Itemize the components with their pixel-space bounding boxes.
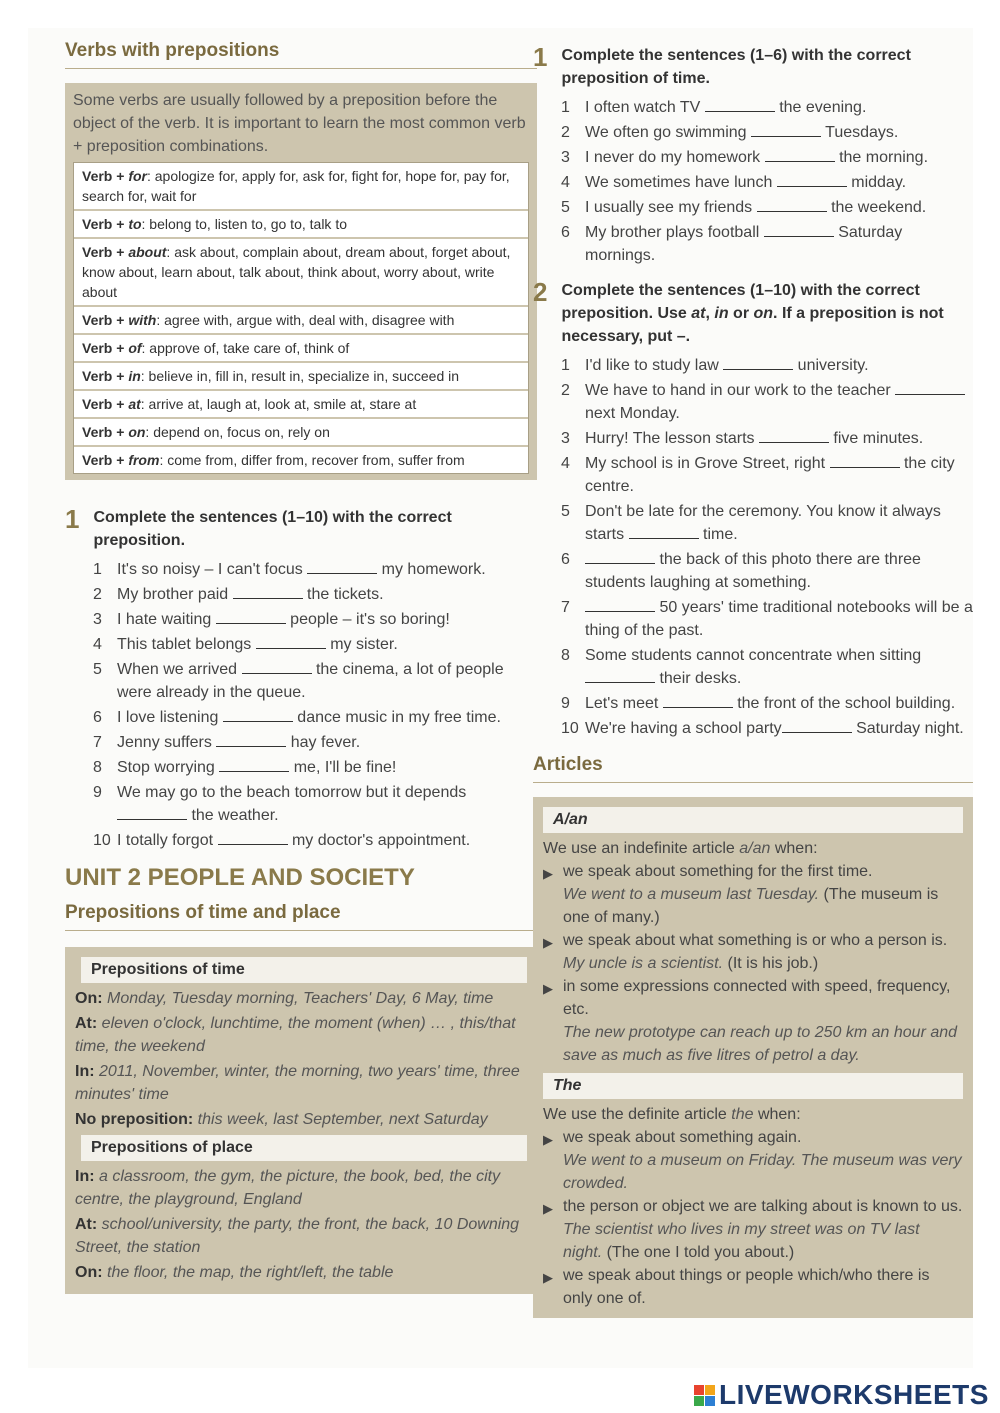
preposition-examples: a classroom, the gym, the picture, the book, bed, the city centre, the playground, England (75, 1168, 501, 1208)
preposition-examples: school/university, the party, the front, the back, 10 Downing Street, the station (75, 1216, 520, 1256)
item-number: 1 (561, 357, 570, 374)
verb-label: Verb + (82, 340, 129, 356)
bullet-example (563, 1149, 963, 1195)
exercise-instruction: Complete the sentences (1–10) with the correct preposition. Use at, in or on. If a preposition is not necessary, put –. (561, 282, 944, 345)
aan-bullets (543, 860, 963, 1067)
item-text (117, 658, 537, 704)
item-number: 2 (561, 382, 570, 399)
item-text (585, 196, 973, 219)
item-number: 8 (561, 647, 570, 664)
exercise-item (561, 121, 973, 144)
exercise-item (93, 633, 537, 656)
item-text-before: It's so noisy – I can't focus (117, 561, 308, 578)
item-number: 5 (561, 199, 570, 216)
item-text-after: the weather. (187, 807, 279, 824)
verb-label: Verb + (82, 244, 129, 260)
answer-blank[interactable] (117, 807, 187, 820)
preposition-examples: 2011, November, winter, the morning, two years' time, three minutes' time (75, 1063, 520, 1103)
item-text-before: I'd like to study law (585, 357, 724, 374)
example-note: (It is his job.) (723, 955, 819, 972)
item-text-before: My brother paid (117, 586, 233, 603)
answer-blank[interactable] (895, 382, 965, 395)
item-text-before: I hate waiting (117, 611, 216, 628)
verbs-heading: Verbs with prepositions (65, 40, 537, 69)
aan-subhead: A/an (543, 807, 963, 833)
answer-blank[interactable] (256, 636, 326, 649)
answer-blank[interactable] (242, 661, 312, 674)
verb-label: Verb + (82, 396, 129, 412)
preposition-examples: eleven o'clock, lunchtime, the moment (when) … , this/that time, the weekend (75, 1015, 516, 1055)
arrow-icon: ▶ (543, 981, 553, 996)
answer-blank[interactable] (777, 174, 847, 187)
arrow-icon: ▶ (543, 1132, 553, 1147)
right-column (533, 28, 973, 1318)
article-bullet (543, 975, 963, 1067)
exercise-instruction: Complete the sentences (1–10) with the correct preposition. (93, 509, 452, 549)
exercise-item (561, 548, 973, 594)
exercise-item (561, 500, 973, 546)
exercise-item (561, 427, 973, 450)
item-text-before: We sometimes have lunch (585, 174, 777, 191)
exercise-item (93, 558, 537, 581)
verb-prep: about (128, 244, 167, 260)
right-exercise-2 (533, 279, 973, 740)
verb-prep: to (128, 216, 142, 232)
bullet-text: in some expressions connected with speed, frequency, etc. (563, 978, 951, 1018)
item-text (117, 731, 537, 754)
answer-blank[interactable] (585, 670, 655, 683)
articles-heading: Articles (533, 754, 973, 783)
preposition-line (75, 1108, 533, 1131)
item-text-before: Let's meet (585, 695, 663, 712)
verbs-intro: Some verbs are usually followed by a preposition before the object of the verb. It is important to learn the most common verb + preposition combinations. (73, 92, 526, 155)
item-text-after: hay fever. (286, 734, 361, 751)
item-text-before: We're having a school party (585, 720, 782, 737)
verb-row (74, 239, 528, 307)
item-text-after: dance music in my free time. (292, 709, 501, 726)
item-text-after: the back of this photo there are three students laughing at something. (585, 551, 921, 591)
left-column (65, 28, 537, 1294)
unit-title: UNIT 2 PEOPLE AND SOCIETY (65, 864, 415, 891)
bullet-body (563, 1195, 963, 1264)
verb-label: Verb + (82, 424, 129, 440)
item-text-before: I totally forgot (117, 832, 218, 849)
bullet-body (563, 975, 963, 1067)
item-text-after: time. (698, 526, 738, 543)
item-text-after: Saturday mornings. (585, 224, 903, 264)
verb-examples: : come from, differ from, recover from, suffer from (159, 452, 465, 468)
right-exercise-1 (533, 44, 973, 267)
example-sentence: We went to a museum on Friday. The museum was very crowded. (563, 1152, 962, 1192)
item-text-before: My brother plays football (585, 224, 764, 241)
answer-blank[interactable] (759, 430, 829, 443)
answer-blank[interactable] (585, 551, 655, 564)
verb-label: Verb + (82, 168, 129, 184)
item-text-after: people – it's so boring! (285, 611, 450, 628)
preposition-key: At: (75, 1216, 98, 1233)
exercise-item (561, 452, 973, 498)
item-text (117, 756, 537, 779)
item-text-after: the city centre. (585, 455, 955, 495)
item-text-after: my doctor's appointment. (287, 832, 471, 849)
exercise-item (561, 221, 973, 267)
logo-mark-icon (694, 1385, 715, 1406)
item-text-before: I never do my homework (585, 149, 765, 166)
item-text (585, 121, 973, 144)
bullet-text: we speak about things or people which/who there is only one of. (563, 1267, 930, 1307)
item-text-before: Hurry! The lesson starts (585, 430, 759, 447)
exercise-item (561, 644, 973, 690)
example-sentence: My uncle is a scientist. (563, 955, 724, 972)
preposition-line (75, 1261, 533, 1284)
exercise-item (561, 717, 973, 740)
arrow-icon: ▶ (543, 866, 553, 881)
the-subhead: The (543, 1073, 963, 1099)
exercise-item (93, 583, 537, 606)
aan-intro: We use an indefinite article a/an when: (543, 840, 818, 857)
item-text (117, 633, 537, 656)
item-text-before: My school is in Grove Street, right (585, 455, 830, 472)
item-text-before: Some students cannot concentrate when sitting (585, 647, 922, 664)
exercise-number: 1 (533, 42, 548, 72)
item-text-after: next Monday. (585, 405, 680, 422)
time-subhead: Prepositions of time (81, 957, 527, 983)
item-text-after: my homework. (377, 561, 486, 578)
verbs-table (73, 162, 529, 474)
item-text (585, 379, 973, 425)
verb-prep: at (128, 396, 141, 412)
item-number: 3 (93, 611, 102, 628)
answer-blank[interactable] (757, 199, 827, 212)
answer-blank[interactable] (751, 124, 821, 137)
exercise-items (561, 96, 973, 267)
article-bullet (543, 860, 963, 929)
item-text (585, 548, 973, 594)
item-number: 3 (561, 149, 570, 166)
item-text-after: my sister. (325, 636, 398, 653)
verb-prep: of (128, 340, 142, 356)
exercise-item (93, 731, 537, 754)
item-text (585, 644, 973, 690)
item-number: 6 (561, 224, 570, 241)
verb-examples: : apologize for, apply for, ask for, fight for, hope for, pay for, search for, wait for (82, 168, 510, 204)
verb-row (74, 335, 528, 363)
item-text-after: university. (793, 357, 869, 374)
prepositions-heading: Prepositions of time and place (65, 902, 537, 931)
item-text (585, 500, 973, 546)
exercise-item (561, 196, 973, 219)
verb-row (74, 447, 528, 473)
bullet-example (563, 883, 963, 929)
exercise-item (561, 379, 973, 425)
bullet-body (563, 1264, 963, 1310)
verb-label: Verb + (82, 312, 129, 328)
verb-examples: : ask about, complain about, dream about, forget about, know about, learn about, talk about, think about, worry about, write about (82, 244, 511, 300)
exercise-item (93, 781, 537, 827)
answer-blank[interactable] (764, 224, 834, 237)
item-number: 6 (561, 551, 570, 568)
preposition-key: No preposition: (75, 1111, 194, 1128)
arrow-icon: ▶ (543, 1201, 553, 1216)
answer-blank[interactable] (782, 720, 852, 733)
exercise-number: 1 (65, 504, 80, 534)
item-text-before: I usually see my friends (585, 199, 757, 216)
bullet-text: we speak about what something is or who a person is. (563, 932, 948, 949)
item-text-before: Don't be late for the ceremony. You know it always starts (585, 503, 941, 543)
item-number: 6 (93, 709, 102, 726)
verb-prep: on (128, 424, 146, 440)
verb-row (74, 419, 528, 447)
exercise-item (561, 171, 973, 194)
verb-row (74, 363, 528, 391)
logo-text: LIVEWORKSHEETS (719, 1379, 989, 1410)
item-number: 7 (93, 734, 102, 751)
answer-blank[interactable] (629, 526, 699, 539)
item-text (585, 221, 973, 267)
bullet-body (563, 1126, 963, 1195)
example-note: (The museum is one of many.) (563, 886, 939, 926)
preposition-line (75, 1060, 533, 1106)
exercise-item (561, 596, 973, 642)
exercise-item (561, 354, 973, 377)
place-subhead: Prepositions of place (81, 1135, 527, 1161)
answer-blank[interactable] (219, 759, 289, 772)
verbs-box (65, 83, 537, 480)
preposition-key: In: (75, 1168, 95, 1185)
article-bullet (543, 929, 963, 975)
preposition-line (75, 1213, 533, 1259)
item-number: 5 (561, 503, 570, 520)
item-text-after: their desks. (655, 670, 742, 687)
article-bullet (543, 1126, 963, 1195)
left-exercise-1 (65, 506, 537, 852)
prepositions-box (65, 947, 537, 1294)
exercise-item (93, 756, 537, 779)
answer-blank[interactable] (765, 149, 835, 162)
preposition-key: On: (75, 1264, 103, 1281)
item-text-before: I love listening (117, 709, 223, 726)
verb-label: Verb + (82, 368, 129, 384)
time-lines (75, 987, 533, 1131)
item-number: 8 (93, 759, 102, 776)
preposition-key: At: (75, 1015, 98, 1032)
exercise-items (561, 354, 973, 740)
item-text (585, 146, 973, 169)
answer-blank[interactable] (223, 709, 293, 722)
item-number: 2 (93, 586, 102, 603)
exercise-item (93, 608, 537, 631)
verb-row (74, 211, 528, 239)
item-number: 3 (561, 430, 570, 447)
item-text-before: I often watch TV (585, 99, 705, 116)
item-text-after: the front of the school building. (732, 695, 956, 712)
item-text (117, 706, 537, 729)
preposition-line (75, 987, 533, 1010)
arrow-icon: ▶ (543, 935, 553, 950)
verb-row (74, 307, 528, 335)
answer-blank[interactable] (233, 586, 303, 599)
answer-blank[interactable] (663, 695, 733, 708)
item-text-after: the weekend. (826, 199, 927, 216)
bullet-body (563, 860, 963, 929)
the-bullets (543, 1126, 963, 1310)
item-text (585, 171, 973, 194)
verb-examples: : approve of, take care of, think of (141, 340, 350, 356)
item-number: 4 (561, 174, 570, 191)
item-text-before: Stop worrying (117, 759, 220, 776)
exercise-item (561, 692, 973, 715)
exercise-item (561, 146, 973, 169)
verb-examples: : arrive at, laugh at, look at, smile at, stare at (140, 396, 417, 412)
item-text-before: We may go to the beach tomorrow but it depends (117, 784, 467, 801)
item-text-after: Saturday night. (851, 720, 964, 737)
answer-blank[interactable] (723, 357, 793, 370)
verb-label: Verb + (82, 452, 129, 468)
item-text-after: me, I'll be fine! (289, 759, 397, 776)
bullet-text: the person or object we are talking about is known to us. (563, 1198, 963, 1215)
example-sentence: The scientist who lives in my street was on TV last night. (563, 1221, 920, 1261)
arrow-icon: ▶ (543, 1270, 553, 1285)
exercise-item (93, 706, 537, 729)
item-number: 9 (93, 784, 102, 801)
item-text (585, 96, 973, 119)
preposition-key: On: (75, 990, 103, 1007)
answer-blank[interactable] (216, 734, 286, 747)
item-number: 1 (93, 561, 102, 578)
preposition-examples: this week, last September, next Saturday (193, 1111, 488, 1128)
bullet-body (563, 929, 947, 975)
item-number: 4 (93, 636, 102, 653)
item-number: 2 (561, 124, 570, 141)
item-text-after: 50 years' time traditional notebooks will be a thing of the past. (585, 599, 973, 639)
exercise-items (93, 558, 537, 852)
preposition-line (75, 1012, 533, 1058)
exercise-item (93, 829, 537, 852)
article-bullet (543, 1264, 963, 1310)
verb-examples: : believe in, fill in, result in, specialize in, succeed in (140, 368, 460, 384)
worksheet-page (28, 28, 973, 1368)
exercise-item (561, 96, 973, 119)
item-number: 9 (561, 695, 570, 712)
article-bullet (543, 1195, 963, 1264)
liveworksheets-logo[interactable] (694, 1379, 989, 1411)
item-text (585, 452, 973, 498)
item-number: 10 (561, 720, 579, 737)
verb-row (74, 163, 528, 211)
verb-examples: : depend on, focus on, rely on (145, 424, 330, 440)
verb-label: Verb + (82, 216, 129, 232)
verb-examples: : agree with, argue with, deal with, disagree with (156, 312, 455, 328)
verb-row (74, 391, 528, 419)
preposition-examples: Monday, Tuesday morning, Teachers' Day, 6 May, time (102, 990, 494, 1007)
answer-blank[interactable] (585, 599, 655, 612)
verb-prep: with (128, 312, 157, 328)
item-number: 4 (561, 455, 570, 472)
item-text (117, 608, 537, 631)
answer-blank[interactable] (830, 455, 900, 468)
preposition-key: In: (75, 1063, 95, 1080)
item-text (585, 427, 973, 450)
item-text (585, 692, 973, 715)
the-intro: We use the definite article the when: (543, 1106, 801, 1123)
item-text (117, 558, 537, 581)
example-note: (The one I told you about.) (602, 1244, 795, 1261)
verb-prep: from (128, 452, 160, 468)
answer-blank[interactable] (218, 832, 288, 845)
bullet-example (563, 1021, 963, 1067)
bullet-example (563, 952, 947, 975)
bullet-text: we speak about something again. (563, 1129, 802, 1146)
verb-examples: : belong to, listen to, go to, talk to (141, 216, 347, 232)
bullet-text: we speak about something for the first time. (563, 863, 873, 880)
preposition-examples: the floor, the map, the right/left, the table (102, 1264, 394, 1281)
item-text-before: This tablet belongs (117, 636, 256, 653)
item-text-before: Jenny suffers (117, 734, 217, 751)
verb-prep: in (128, 368, 141, 384)
item-text (585, 354, 973, 377)
item-text-after: the cinema, a lot of people were already in the queue. (117, 661, 504, 701)
item-text (117, 583, 537, 606)
answer-blank[interactable] (705, 99, 775, 112)
exercise-instruction: Complete the sentences (1–6) with the correct preposition of time. (561, 47, 911, 87)
item-number: 10 (93, 832, 111, 849)
item-text-after: the tickets. (302, 586, 384, 603)
item-text (117, 829, 537, 852)
item-text (585, 717, 973, 740)
example-sentence: The new prototype can reach up to 250 km an hour and save as much as five litres of petrol a day. (563, 1024, 958, 1064)
exercise-number: 2 (533, 277, 548, 307)
verb-prep: for (128, 168, 147, 184)
answer-blank[interactable] (216, 611, 286, 624)
item-text-before: When we arrived (117, 661, 242, 678)
item-text-before: We have to hand in our work to the teacher (585, 382, 896, 399)
preposition-line (75, 1165, 533, 1211)
item-number: 5 (93, 661, 102, 678)
item-text-before: We often go swimming (585, 124, 751, 141)
item-text-after: the evening. (774, 99, 867, 116)
item-text-after: Tuesdays. (821, 124, 899, 141)
item-text-after: five minutes. (828, 430, 924, 447)
item-text (117, 781, 537, 827)
answer-blank[interactable] (307, 561, 377, 574)
example-sentence: We went to a museum last Tuesday. (563, 886, 820, 903)
exercise-item (93, 658, 537, 704)
bullet-example (563, 1218, 963, 1264)
item-text-after: the morning. (834, 149, 929, 166)
item-number: 1 (561, 99, 570, 116)
item-text (585, 596, 973, 642)
item-text-after: midday. (846, 174, 907, 191)
place-lines (75, 1165, 533, 1284)
articles-box (533, 797, 973, 1318)
item-number: 7 (561, 599, 570, 616)
